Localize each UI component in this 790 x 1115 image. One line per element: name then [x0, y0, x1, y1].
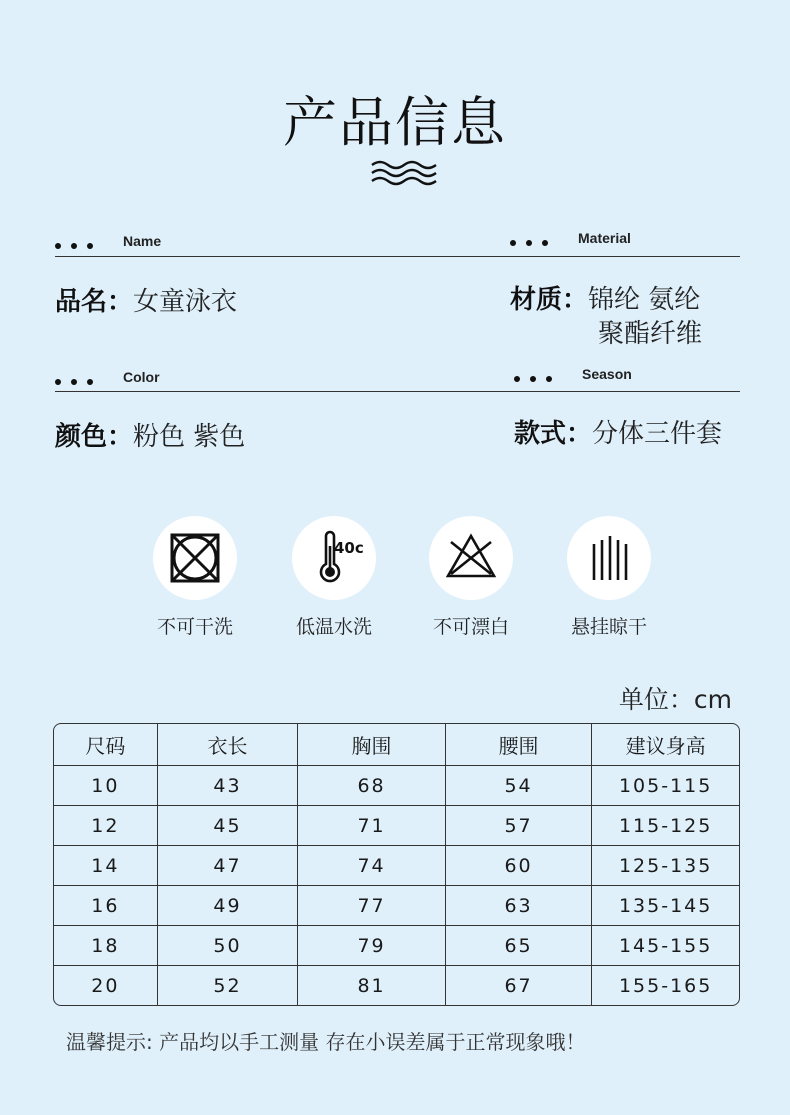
color-value: 粉色 紫色	[133, 422, 246, 452]
table-cell: 20	[54, 966, 158, 1005]
style-field	[514, 417, 722, 451]
table-cell: 79	[298, 926, 446, 966]
table-cell: 45	[158, 806, 299, 846]
care-item-no-dry-clean	[145, 516, 245, 639]
table-cell: 52	[158, 966, 299, 1005]
hang-dry-icon	[567, 516, 651, 600]
material-value-line1: 锦纶 氨纶	[588, 285, 701, 315]
column-header: 建议身高	[592, 724, 739, 766]
name-field	[55, 285, 237, 319]
care-item-no-bleach	[421, 516, 521, 639]
style-key: 款式：	[514, 419, 593, 449]
name-value: 女童泳衣	[133, 287, 238, 317]
section-label-season: Season	[582, 366, 632, 382]
dots-decoration	[55, 241, 103, 252]
dots-decoration	[510, 238, 558, 249]
dots-decoration	[55, 377, 103, 388]
care-label: 悬挂晾干	[570, 616, 647, 638]
color-field	[55, 420, 245, 454]
section-header-name	[55, 233, 355, 263]
table-cell: 12	[54, 806, 158, 846]
table-cell: 145-155	[592, 926, 739, 966]
table-cell: 63	[446, 886, 593, 926]
column-header: 衣长	[158, 724, 299, 766]
table-cell: 155-165	[618, 974, 713, 997]
table-cell: 135-145	[592, 886, 739, 926]
table-cell: 18	[54, 926, 158, 966]
color-key: 颜色：	[55, 422, 134, 452]
no-bleach-icon	[429, 516, 513, 600]
table-cell: 54	[446, 766, 593, 806]
temperature-text: 40c	[334, 539, 364, 557]
material-value-line2: 聚酯纤维	[598, 319, 703, 349]
column-header: 胸围	[298, 724, 446, 766]
care-item-low-temp-wash	[284, 516, 384, 639]
section-header-color	[55, 369, 355, 399]
table-cell: 60	[446, 846, 593, 886]
care-label: 不可漂白	[432, 616, 509, 638]
table-cell: 65	[446, 926, 593, 966]
table-cell: 50	[158, 926, 299, 966]
table-header-row	[54, 724, 739, 766]
footer-note: 温馨提示: 产品均以手工测量 存在小误差属于正常现象哦！	[66, 1030, 586, 1054]
dots-decoration	[514, 374, 562, 385]
table-row	[54, 806, 739, 846]
table-cell: 10	[54, 766, 158, 806]
thermometer-icon	[292, 516, 376, 600]
table-cell: 16	[54, 886, 158, 926]
section-label-color: Color	[123, 369, 160, 385]
material-field	[510, 283, 702, 351]
page-title: 产品信息	[283, 91, 507, 154]
section-label-material: Material	[578, 230, 631, 246]
no-dry-clean-icon	[153, 516, 237, 600]
table-row	[54, 766, 739, 806]
style-value: 分体三件套	[592, 419, 723, 449]
care-label: 不可干洗	[156, 616, 233, 638]
table-cell: 49	[158, 886, 299, 926]
table-cell: 77	[298, 886, 446, 926]
divider	[55, 391, 740, 392]
table-cell: 57	[446, 806, 593, 846]
table-cell: 81	[298, 966, 446, 1005]
section-label-name: Name	[123, 233, 162, 249]
column-header: 尺码	[54, 724, 158, 766]
name-key: 品名：	[55, 287, 134, 317]
size-table	[53, 723, 740, 1006]
unit-label: 单位：cm	[618, 685, 732, 714]
table-row	[54, 966, 739, 1005]
table-cell: 115-125	[592, 806, 739, 846]
table-cell: 74	[298, 846, 446, 886]
material-key: 材质：	[510, 285, 589, 315]
table-cell: 67	[446, 966, 593, 1005]
table-cell: 125-135	[592, 846, 739, 886]
table-cell: 14	[54, 846, 158, 886]
table-row	[54, 926, 739, 966]
table-cell: 71	[298, 806, 446, 846]
table-cell: 43	[158, 766, 299, 806]
care-label: 低温水洗	[295, 616, 372, 638]
table-cell: 68	[298, 766, 446, 806]
table-cell: 47	[158, 846, 299, 886]
divider	[55, 256, 740, 257]
waves-icon	[370, 158, 440, 188]
table-row	[54, 886, 739, 926]
care-item-hang-dry	[559, 516, 659, 639]
table-cell: 105-115	[592, 766, 739, 806]
column-header: 腰围	[446, 724, 593, 766]
table-row	[54, 846, 739, 886]
